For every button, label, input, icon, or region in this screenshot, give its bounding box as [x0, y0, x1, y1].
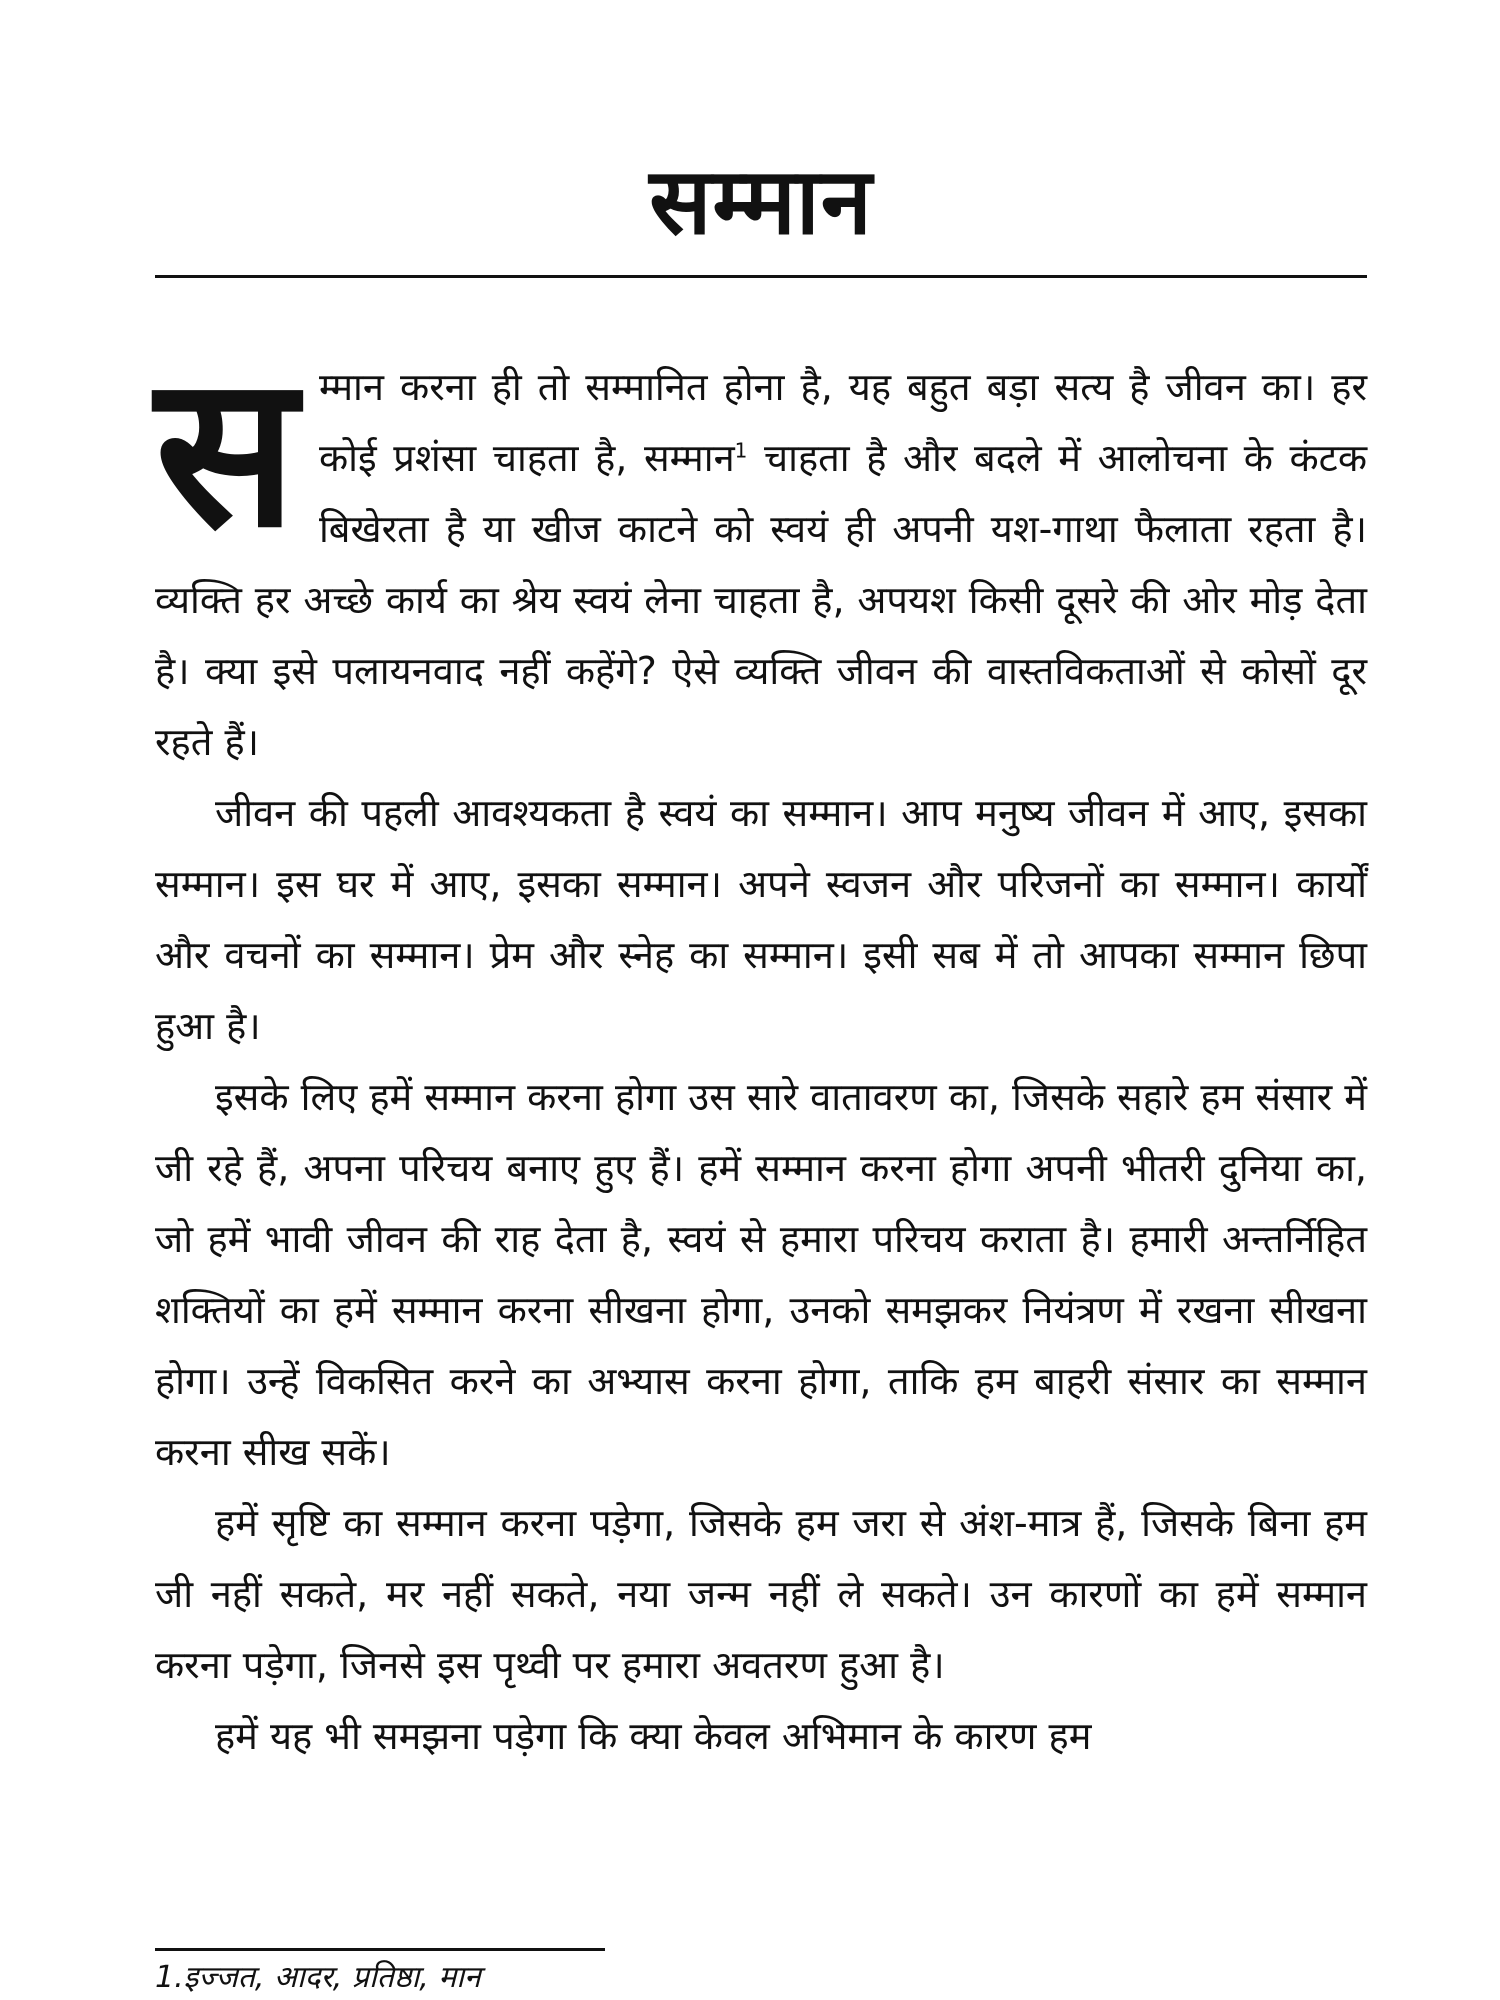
chapter-title: सम्मान: [649, 147, 873, 255]
paragraph-3: इसके लिए हमें सम्मान करना होगा उस सारे वातावरण का, जिसके सहारे हम संसार में जी रहे हैं, अपना परिचय बनाए हुए हैं। हमें सम्मान करना होगा अपनी भीतरी दुनिया का, जो हमें भावी जीवन की राह देता है, स्वयं से हमारा परिचय कराता है। हमारी अन्तर्निहित शक्तियों का हमें सम्मान करना सीखना होगा, उनको समझकर नियंत्रण में रखना सीखना होगा। उन्हें विकसित करने का अभ्यास करना होगा, ताकि हम बाहरी संसार का सम्मान करना सीख सकें।: [155, 1075, 1367, 1474]
footnote-divider: [155, 1948, 605, 1951]
title-divider: [155, 275, 1367, 278]
footnote-reference: 1: [734, 438, 748, 463]
paragraph-1-text-start: म्मान करना ही तो सम्मानित होना है, यह बहुत बड़ा सत्य है जीवन का। हर कोई प्रशंसा चाहता है, सम्मान: [318, 365, 1367, 480]
paragraph-4: हमें सृष्टि का सम्मान करना पड़ेगा, जिसके हम जरा से अंश-मात्र हैं, जिसके बिना हम जी नहीं सकते, मर नहीं सकते, नया जन्म नहीं ले सकते। उन कारणों का हमें सम्मान करना पड़ेगा, जिनसे इस पृथ्वी पर हमारा अवतरण हुआ है।: [155, 1501, 1367, 1687]
paragraph-5: हमें यह भी समझना पड़ेगा कि क्या केवल अभिमान के कारण हम: [215, 1714, 1092, 1758]
footnote: 1.इज्जत, आदर, प्रतिष्ठा, मान: [155, 1960, 481, 1995]
paragraph-1: [155, 329, 1367, 778]
paragraph-2: जीवन की पहली आवश्यकता है स्वयं का सम्मान। आप मनुष्य जीवन में आए, इसका सम्मान। इस घर में आए, इसका सम्मान। अपने स्वजन और परिजनों का सम्मान। कार्यों और वचनों का सम्मान। प्रेम और स्नेह का सम्मान। इसी सब में तो आपका सम्मान छिपा हुआ है।: [155, 791, 1367, 1048]
chapter-body: [155, 329, 1367, 1772]
paragraph-1-text-end: चाहता है और बदले में आलोचना के कंटक बिखेरता है या खीज काटने को स्वयं ही अपनी यश-गाथा फैलाता रहता है। व्यक्ति हर अच्छे कार्य का श्रेय स्वयं लेना चाहता है, अपयश किसी दूसरे की ओर मोड़ देता है। क्या इसे पलायनवाद नहीं कहेंगे? ऐसे व्यक्ति जीवन की वास्तविकताओं से कोसों दूर रहते हैं।: [155, 436, 1367, 764]
drop-cap: स: [155, 329, 297, 574]
book-page: [155, 0, 1367, 2000]
